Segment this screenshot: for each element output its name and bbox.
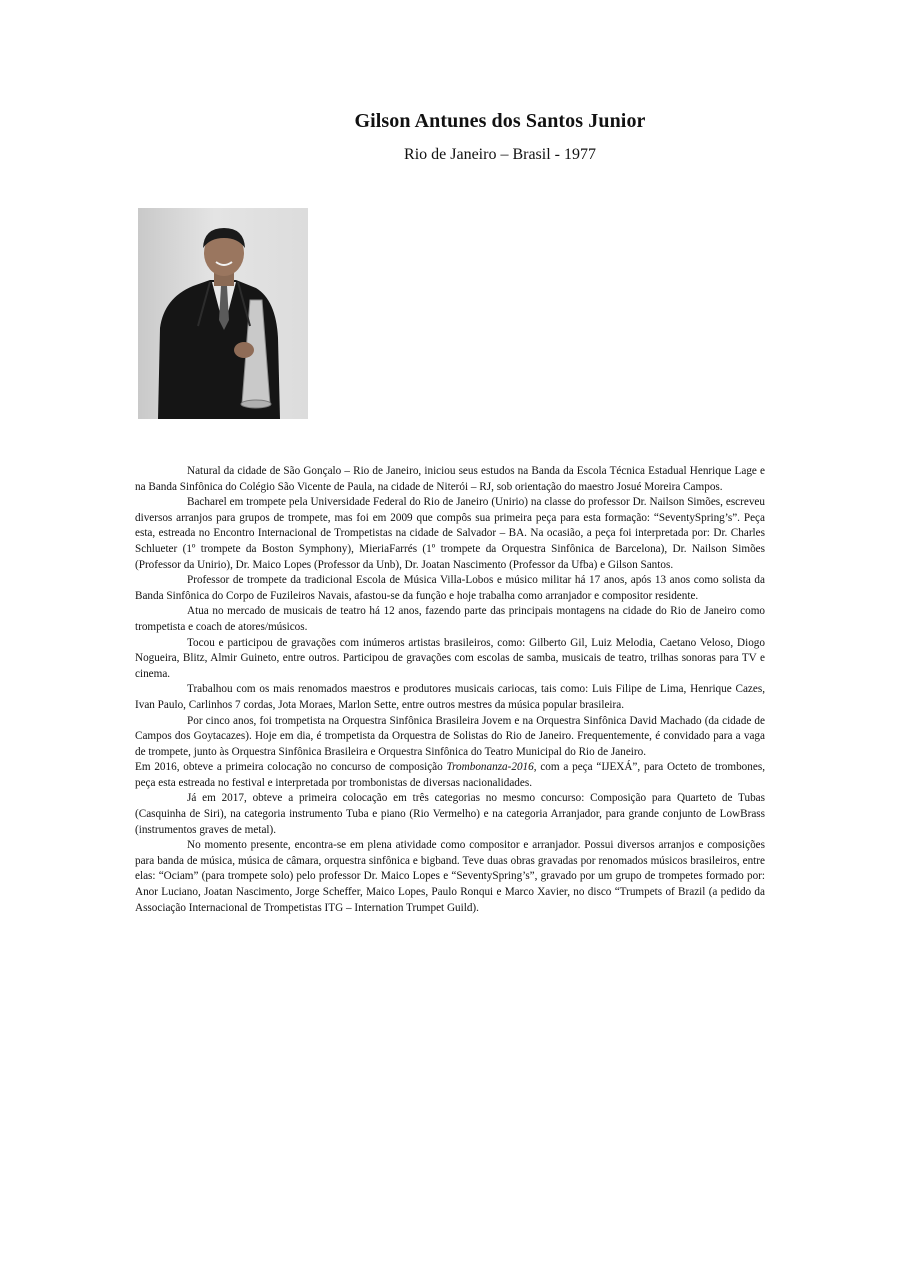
paragraph-2016-italic: Trombonanza-2016 [446,761,534,774]
page-subtitle: Rio de Janeiro – Brasil - 1977 [404,146,596,163]
portrait-photo [138,208,308,419]
paragraph-2016-before: Em 2016, obteve a primeira colocação no concurso de composição [135,761,447,774]
paragraph-5: Tocou e participou de gravações com inúmeros artistas brasileiros, como: Gilberto Gil, Luiz Melodia, Caetano Veloso, Diogo Nogueira, Blitz, Almir Guineto, entre outros. Participou de gravações com escolas de samba, musicais de teatro, trilhas sonoras para TV e cinema. [135,636,765,680]
paragraph-2017: Já em 2017, obteve a primeira colocação em três categorias no mesmo concurso: Composição para Quarteto de Tubas (Casquinha de Siri), na categoria instrumento Tuba e piano (Rio Vermelho) e na categoria Arranjador, para grande conjunto de LowBrass (instrumentos graves de metal). [135,792,765,836]
paragraph-6: Trabalhou com os mais renomados maestros e produtores musicais cariocas, tais como: Luis Filipe de Lima, Henrique Cazes, Ivan Paulo, Carlinhos 7 cordas, Jota Moraes, Marlon Sette, entre outros mestres da música popular brasileira. [135,683,765,711]
paragraph-2: Bacharel em trompete pela Universidade Federal do Rio de Janeiro (Unirio) na classe do professor Dr. Nailson Simões, escreveu diversos arranjos para grupos de trompete, mas foi em 2009 que compôs sua primeira peça para esta formação: “SeventySpring’s”. Peça esta, estreada no Encontro Internacional de Trompetistas na cidade de Salvador – BA. Na ocasião, a peça foi interpretada por: Dr. Charles Schlueter (1º trompete da Boston Symphony), MieriaFarrés (1º trompete da Orquestra Sinfônica de Barcelona), Dr. Nailson Simões (Professor da Unirio), Dr. Maico Lopes (Professor da Unb), Dr. Joatan Nascimento (Professor da Ufba) e Gilson Santos. [135,496,765,571]
paragraph-2016 [135,760,765,791]
paragraph-2016-after: , com a peça “IJEXÁ”, para Octeto de trombones, peça esta estreada no festival e interpretada por trombonistas de diversas nacionalidades. [135,761,765,789]
paragraph-present: No momento presente, encontra-se em plena atividade como compositor e arranjador. Possui diversos arranjos e composições para banda de música, música de câmara, orquestra sinfônica e bigband. Teve duas obras gravadas por renomados músicos brasileiros, entre elas: “Ociam” (para trompete solo) pelo professor Dr. Maico Lopes e “SeventySpring’s”, gravado por um grupo de trompetes formado por: Anor Luciano, Joatan Nascimento, Jorge Scheffer, Maico Lopes, Paulo Ronqui e Marco Xavier, no disco “Trumpets of Brazil (a pedido da Associação Internacional de Trompetistas ITG – Internation Trumpet Guild). [135,839,765,914]
paragraph-1: Natural da cidade de São Gonçalo – Rio de Janeiro, iniciou seus estudos na Banda da Escola Técnica Estadual Henrique Lage e na Banda Sinfônica do Colégio São Vicente de Paula, na cidade de Niterói – RJ, sob orientação do maestro Josué Moreira Campos. [135,465,765,493]
paragraph-7: Por cinco anos, foi trompetista na Orquestra Sinfônica Brasileira Jovem e na Orquestra Sinfônica David Machado (da cidade de Campos dos Goytacazes). Hoje em dia, é trompetista da Orquestra de Solistas do Rio de Janeiro. Frequentemente, é convidado para a vaga de trompete, junto às Orquestra Sinfônica Brasileira e Orquestra Sinfônica do Teatro Municipal do Rio de Janeiro. [135,714,765,758]
paragraph-4: Atua no mercado de musicais de teatro há 12 anos, fazendo parte das principais montagens na cidade do Rio de Janeiro como trompetista e coach de atores/músicos. [135,605,765,633]
portrait-trumpet-player-photo-icon [138,208,308,419]
biography-text [135,464,765,916]
paragraph-3: Professor de trompete da tradicional Escola de Música Villa-Lobos e músico militar há 17 anos, após 13 anos como solista da Banda Sinfônica do Corpo de Fuzileiros Navais, afastou-se da função e hoje trabalha como arranjador e compositor residente. [135,574,765,602]
page-title: Gilson Antunes dos Santos Junior [354,110,646,132]
